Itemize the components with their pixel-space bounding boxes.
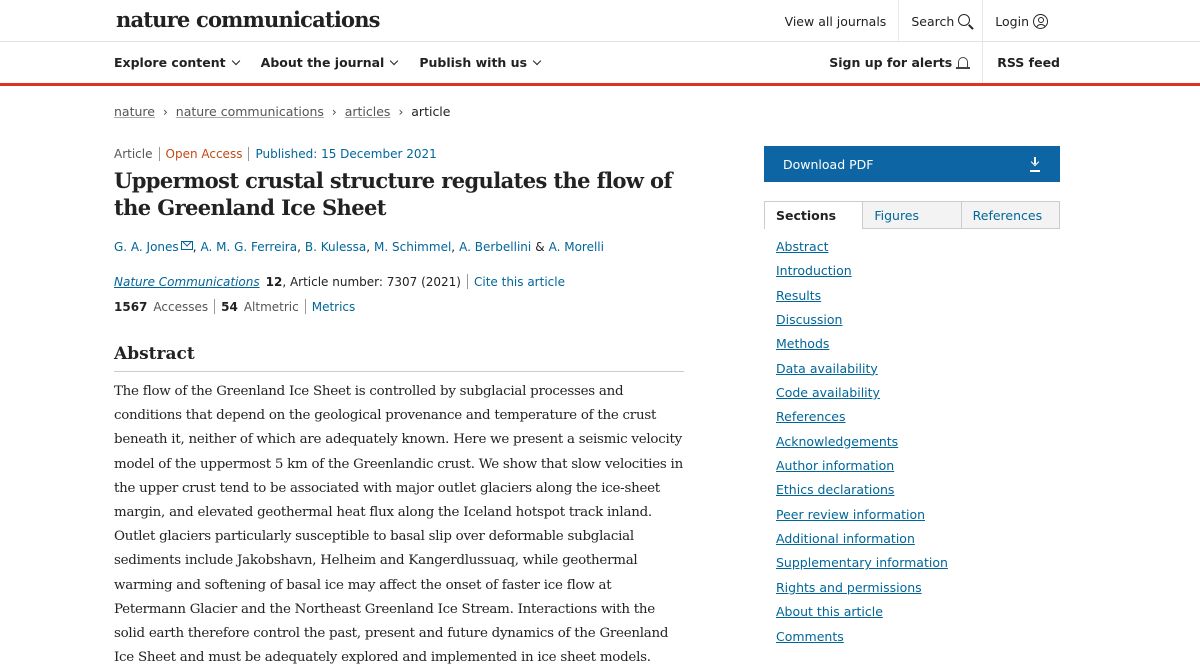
sidebar-tabs	[764, 201, 1060, 229]
login-label: Login	[995, 13, 1029, 29]
list-item	[776, 579, 948, 603]
download-icon-base	[1030, 170, 1040, 172]
divider	[159, 147, 160, 161]
article-meta	[114, 147, 437, 161]
breadcrumb-nature[interactable]: nature	[114, 104, 155, 119]
author-link[interactable]: A. M. G. Ferreira	[200, 240, 298, 254]
section-link[interactable]: Introduction	[776, 263, 852, 279]
author-and: &	[535, 240, 545, 254]
tab-label: References	[972, 207, 1043, 223]
breadcrumb-articles[interactable]: articles	[344, 104, 391, 119]
author-link[interactable]: M. Schimmel	[374, 240, 452, 254]
tab-sections[interactable]	[764, 201, 863, 229]
author-link[interactable]: A. Berbellini	[459, 240, 532, 254]
site-logo[interactable]: nature communications	[116, 7, 380, 32]
site-header	[0, 0, 1200, 42]
section-link[interactable]: About this article	[776, 604, 883, 620]
altmetric-label: Altmetric	[243, 299, 299, 314]
search-icon	[958, 14, 970, 26]
section-link[interactable]: Author information	[776, 458, 895, 474]
author-separator: ,	[451, 240, 456, 254]
citation-line	[114, 274, 565, 289]
breadcrumb-nature-communications[interactable]: nature communications	[175, 104, 324, 119]
author-link[interactable]: B. Kulessa	[304, 240, 367, 254]
article-type: Article	[114, 147, 153, 161]
chevron-right-icon: ›	[162, 104, 168, 119]
abstract-heading: Abstract	[114, 344, 684, 372]
section-link[interactable]: References	[776, 409, 846, 425]
list-item	[776, 408, 948, 432]
accesses-label: Accesses	[153, 299, 209, 314]
section-link[interactable]: Peer review information	[776, 506, 926, 522]
volume: 12	[265, 274, 283, 289]
section-link[interactable]: Supplementary information	[776, 555, 948, 571]
section-link[interactable]: Comments	[776, 628, 844, 644]
published-date-link[interactable]: Published: 15 December 2021	[255, 147, 437, 161]
article-number: , Article number: 7307 (2021)	[282, 274, 461, 289]
mail-icon[interactable]	[181, 241, 193, 250]
tab-label: Sections	[776, 208, 837, 223]
search-button[interactable]	[898, 0, 982, 42]
list-item	[776, 384, 948, 408]
author-separator: ,	[192, 240, 197, 254]
divider	[214, 299, 215, 314]
section-link[interactable]: Results	[776, 287, 822, 303]
accesses-count: 1567	[114, 299, 148, 314]
list-item	[776, 335, 948, 359]
journal-link[interactable]: Nature Communications	[114, 274, 260, 289]
list-item	[776, 311, 948, 335]
list-item	[776, 433, 948, 457]
chevron-down-icon	[533, 56, 541, 64]
chevron-right-icon: ›	[331, 104, 337, 119]
chevron-right-icon: ›	[398, 104, 404, 119]
article-title: Uppermost crustal structure regulates the flow of the Greenland Ice Sheet	[114, 168, 672, 220]
list-item	[776, 628, 948, 652]
list-item	[776, 530, 948, 554]
list-item	[776, 238, 948, 262]
nav-publish-with-us[interactable]	[419, 55, 540, 70]
section-link[interactable]: Methods	[776, 336, 830, 352]
nav-explore-content[interactable]	[114, 55, 239, 70]
section-list	[776, 238, 948, 652]
sign-up-alerts-link[interactable]	[815, 42, 982, 83]
top-links	[773, 0, 1060, 42]
author-link[interactable]: G. A. Jones	[114, 240, 179, 254]
nav-about-label: About the journal	[260, 55, 385, 70]
divider	[248, 147, 249, 161]
section-link[interactable]: Code availability	[776, 385, 880, 401]
list-item	[776, 457, 948, 481]
nav-publish-label: Publish with us	[419, 55, 528, 70]
author-separator: ,	[366, 240, 371, 254]
list-item	[776, 262, 948, 286]
tab-figures[interactable]	[863, 201, 961, 229]
alerts-label: Sign up for alerts	[829, 55, 953, 70]
list-item	[776, 481, 948, 505]
list-item	[776, 554, 948, 578]
abstract-text: The flow of the Greenland Ice Sheet is controlled by subglacial processes and conditions that depend on the geological provenance and temperature of the crust beneath it, neither of which are adequately known. Here we present a seismic velocity model of the uppermost 5 km of the Greenlandic crust. We show that slow velocities in the upper crust tend to be associated with major outlet glaciers along the ice-sheet margin, and elevated geothermal heat flux along the Iceland hotspot track inland. Outlet glaciers particularly susceptible to basal slip over deformable subglacial sediments include Jakobshavn, Helheim and Kangerdlussuaq, while geothermal warming and softening of basal ice may affect the onset of faster ice flow at Petermann Glacier and the Northeast Greenland Ice Stream. Interactions with the solid earth therefore control the past, present and future dynamics of the Greenland Ice Sheet and must be adequately explored and implemented in ice sheet models.	[114, 384, 683, 665]
main-nav	[0, 42, 1200, 86]
author-separator: ,	[297, 240, 301, 254]
download-icon	[1030, 157, 1040, 169]
tab-references[interactable]	[962, 201, 1060, 229]
chevron-down-icon	[231, 56, 239, 64]
section-link[interactable]: Rights and permissions	[776, 579, 922, 595]
section-link[interactable]: Abstract	[776, 239, 829, 254]
list-item	[776, 506, 948, 530]
divider	[467, 274, 468, 289]
section-link[interactable]: Acknowledgements	[776, 433, 899, 449]
nav-explore-label: Explore content	[114, 55, 226, 70]
section-link[interactable]: Ethics declarations	[776, 482, 895, 498]
chevron-down-icon	[390, 56, 398, 64]
article-metrics	[114, 299, 355, 314]
rss-feed-link[interactable]	[982, 42, 1060, 83]
section-link[interactable]: Discussion	[776, 312, 843, 328]
download-pdf-label: Download PDF	[783, 156, 874, 172]
metrics-link[interactable]: Metrics	[311, 299, 356, 314]
author-list	[114, 240, 604, 254]
download-pdf-button[interactable]	[764, 146, 1060, 182]
user-icon	[1033, 14, 1048, 29]
nav-about-journal[interactable]	[261, 55, 398, 70]
breadcrumb-current: article	[411, 104, 451, 119]
list-item	[776, 603, 948, 627]
tab-label: Figures	[874, 207, 920, 223]
altmetric-count: 54	[221, 299, 238, 314]
cite-article-link[interactable]: Cite this article	[474, 274, 565, 289]
divider	[305, 299, 306, 314]
breadcrumb	[114, 104, 450, 119]
author-link[interactable]: A. Morelli	[548, 240, 604, 254]
search-label: Search	[911, 13, 955, 29]
view-all-journals-link[interactable]	[773, 0, 899, 42]
section-link[interactable]: Data availability	[776, 360, 878, 376]
section-link[interactable]: Additional information	[776, 531, 915, 547]
rss-label: RSS feed	[997, 55, 1060, 70]
view-all-journals-label: View all journals	[784, 13, 887, 29]
list-item	[776, 287, 948, 311]
login-button[interactable]	[982, 0, 1060, 42]
list-item	[776, 360, 948, 384]
open-access-badge: Open Access	[165, 147, 243, 161]
bell-icon	[958, 57, 968, 67]
